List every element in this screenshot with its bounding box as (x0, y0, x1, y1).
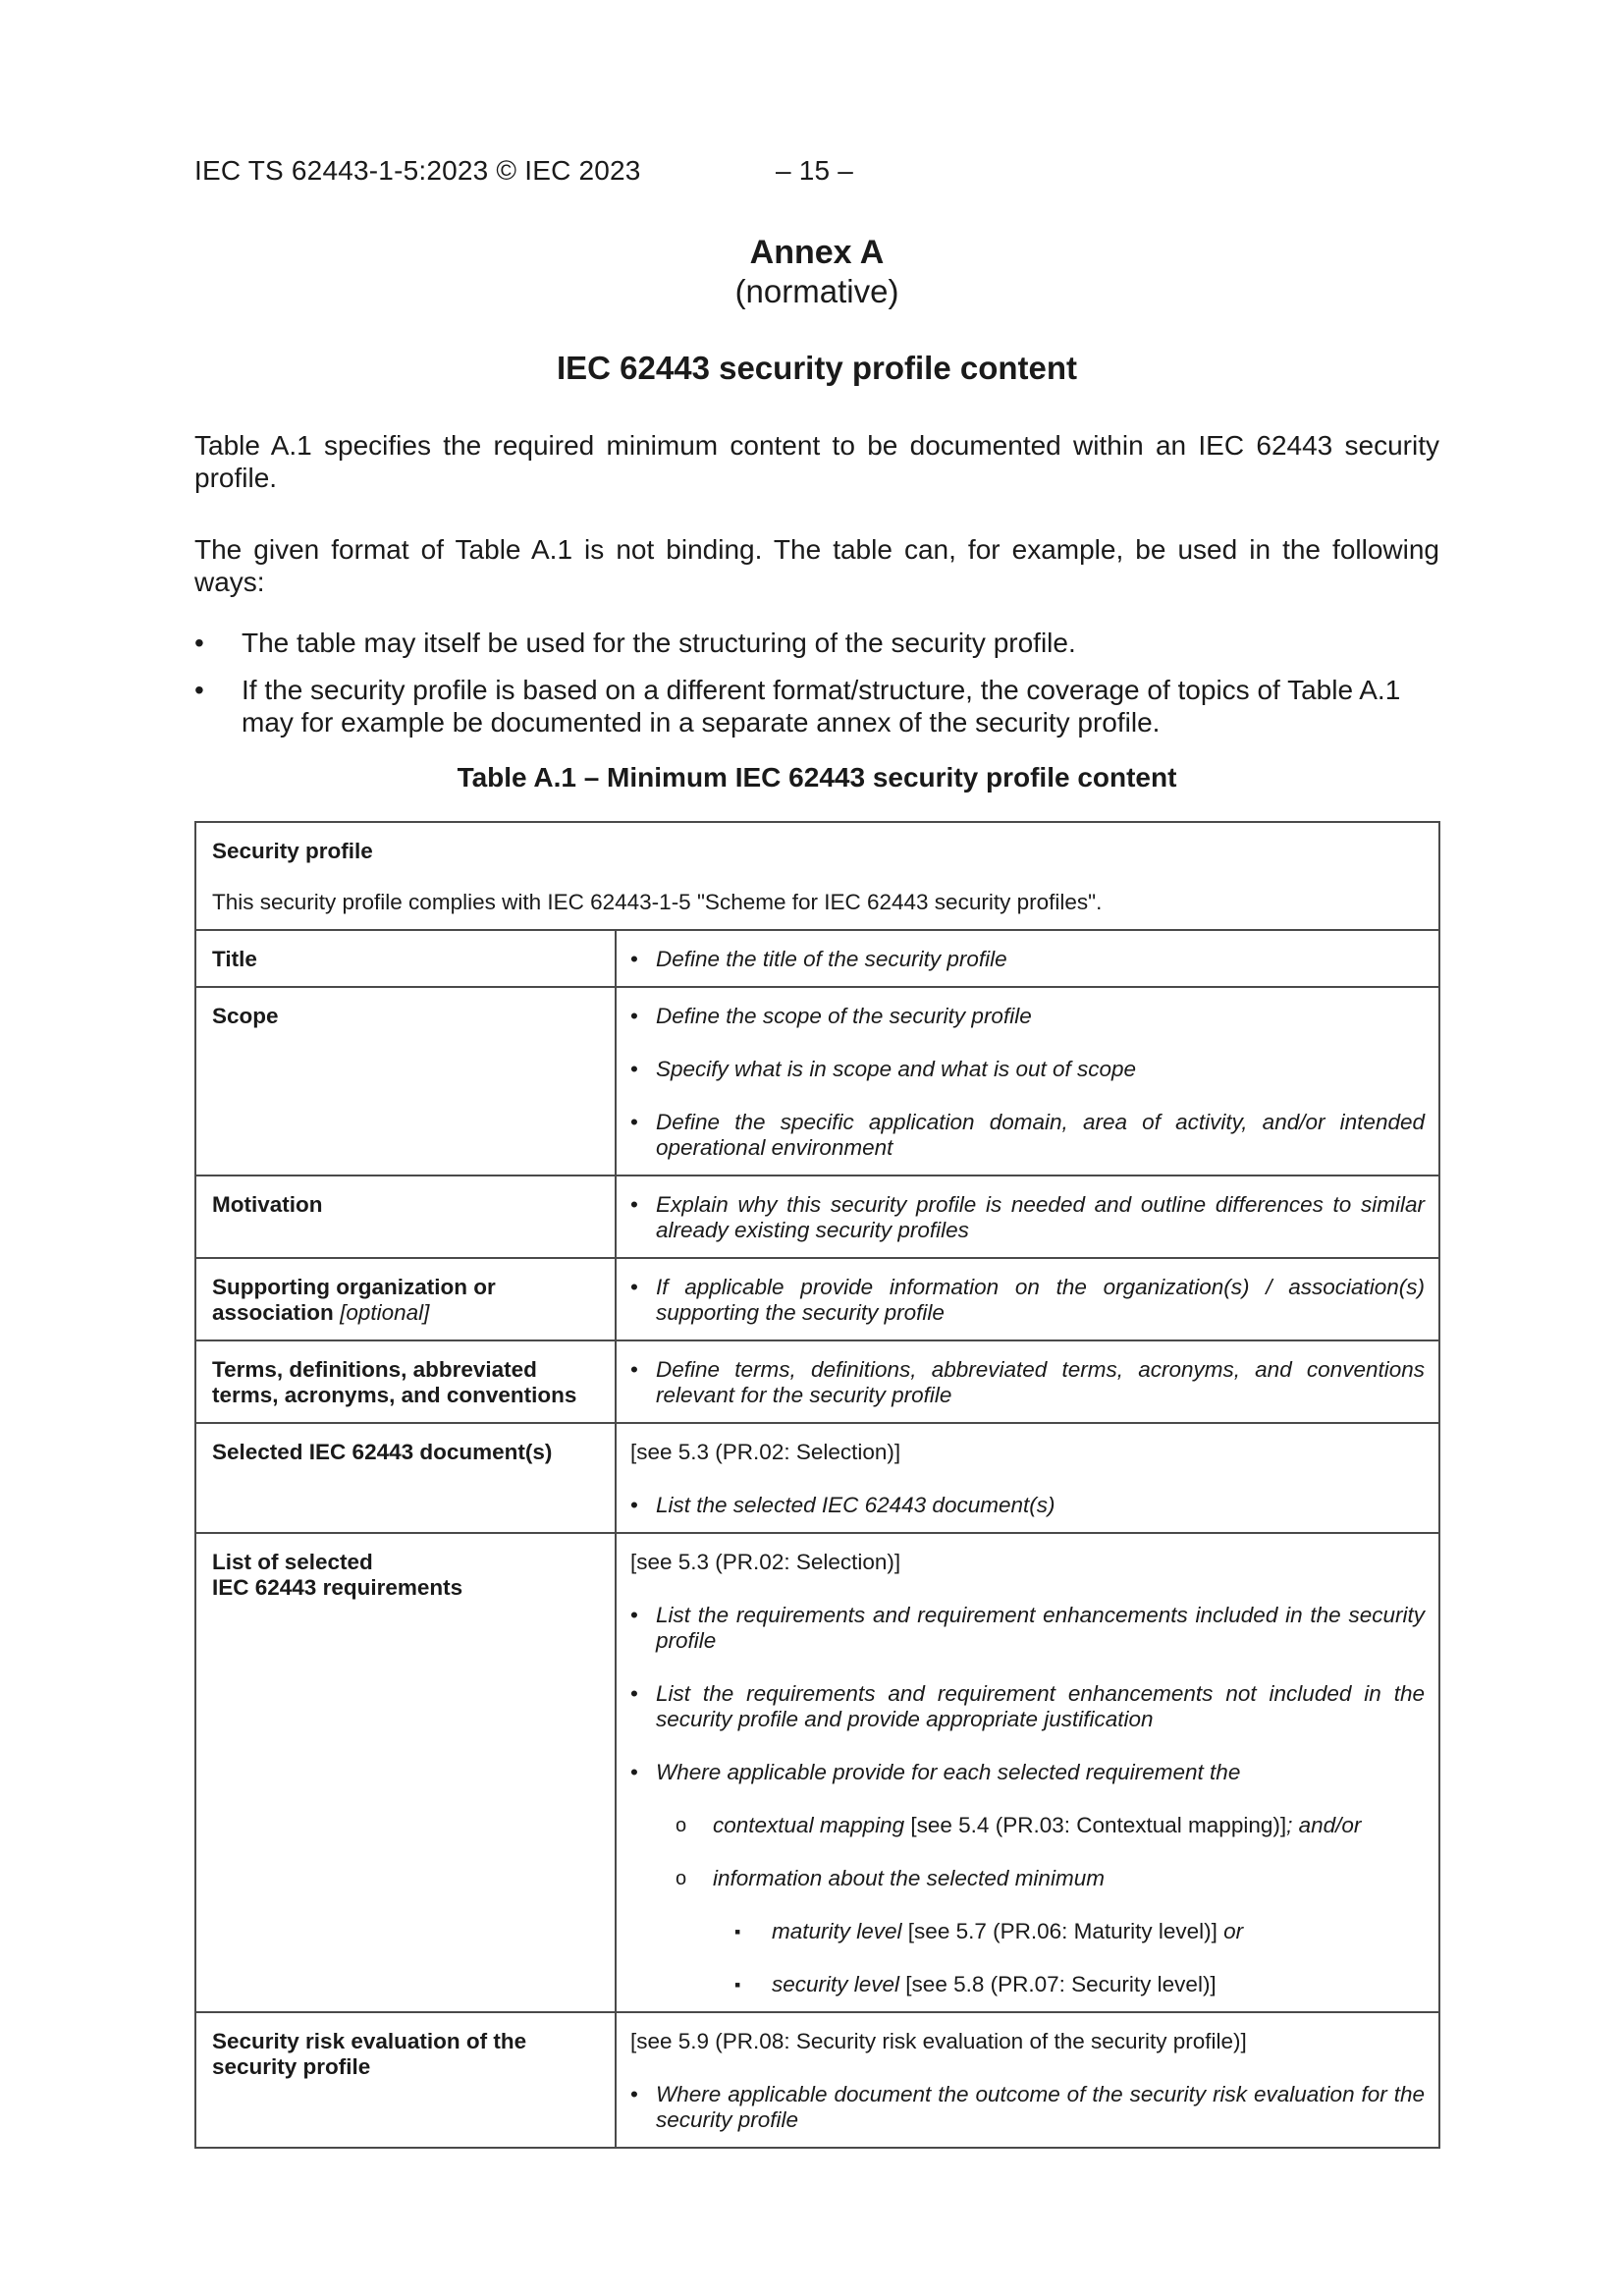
square-bullet-icon: ▪ (734, 1922, 741, 1941)
bullet-icon: • (630, 1357, 638, 1382)
table-row-motivation (195, 1175, 1439, 1258)
row-content (616, 2012, 1439, 2148)
bullet-icon: • (630, 1192, 638, 1217)
optional-marker: [optional] (340, 1300, 430, 1325)
row-label: Security risk evaluation of the security profile (195, 2012, 616, 2148)
annex-subtitle: (normative) (734, 273, 899, 309)
security-profile-table (194, 821, 1440, 2149)
table-header-text: This security profile complies with IEC 62443-1-5 "Scheme for IEC 62443 security profiles". (212, 890, 1103, 914)
bullet-icon: • (630, 1681, 638, 1706)
intro-bullet-text: If the security profile is based on a different format/structure, the coverage of topics of Table A.1 may for example be documented in a separate annex of the security profile. (242, 675, 1401, 738)
section-reference: [see 5.3 (PR.02: Selection)] (630, 1440, 901, 1464)
row-label: Motivation (195, 1175, 616, 1258)
row-content (616, 1175, 1439, 1258)
bullet-icon: • (630, 1603, 638, 1627)
square-bullet-icon: ▪ (734, 1975, 741, 1995)
list-item: • Where applicable provide for each selected requirement the (630, 1760, 1241, 1784)
list-item: • List the requirements and requirement enhancements not included in the security profile and provide appropriate justification (630, 1681, 1425, 1731)
bullet-icon: • (194, 628, 204, 658)
row-label: Scope (195, 987, 616, 1175)
table-row-supporting-organization (195, 1258, 1439, 1340)
list-item: • Where applicable document the outcome of the security risk evaluation for the security profile (630, 2082, 1425, 2132)
row-content (616, 1533, 1439, 2012)
table-header-label: Security profile (212, 839, 373, 863)
bullet-icon: • (630, 1110, 638, 1134)
list-item: • Define the title of the security profile (630, 947, 1007, 971)
table-header-cell (195, 822, 1439, 930)
circle-bullet-icon: o (676, 1868, 687, 1889)
list-item: • List the selected IEC 62443 document(s) (630, 1493, 1055, 1517)
row-content (616, 1340, 1439, 1423)
header-page-number: – 15 – (776, 155, 854, 186)
row-label: Title (195, 930, 616, 987)
section-reference: [see 5.9 (PR.08: Security risk evaluation of the security profile)] (630, 2029, 1247, 2053)
bullet-icon: • (194, 675, 204, 705)
table-caption: Table A.1 – Minimum IEC 62443 security profile content (457, 762, 1177, 793)
header-doc-id: IEC TS 62443-1-5:2023 © IEC 2023 (194, 155, 641, 186)
table-row-selected-documents (195, 1423, 1439, 1533)
list-item: • Define the specific application domain, area of activity, and/or intended operational environment (630, 1110, 1425, 1160)
list-item: • Define terms, definitions, abbreviated terms, acronyms, and conventions relevant for the security profile (630, 1357, 1425, 1407)
table-row-risk-evaluation (195, 2012, 1439, 2148)
section-reference: [see 5.3 (PR.02: Selection)] (630, 1550, 901, 1574)
sub-sub-list-item: ▪ maturity level [see 5.7 (PR.06: Maturity level)] or (734, 1919, 1244, 1943)
list-item: • Define the scope of the security profile (630, 1004, 1032, 1028)
list-item: • If applicable provide information on the organization(s) / association(s) supporting the security profile (630, 1275, 1425, 1325)
row-content (616, 1423, 1439, 1533)
table-header-row (195, 822, 1439, 930)
list-item: • List the requirements and requirement enhancements included in the security profile (630, 1603, 1425, 1653)
table-row-terms (195, 1340, 1439, 1423)
table-row-scope (195, 987, 1439, 1175)
row-content (616, 987, 1439, 1175)
sub-list-item: o information about the selected minimum (676, 1866, 1105, 1890)
intro-bullet-text: The table may itself be used for the structuring of the security profile. (242, 628, 1076, 658)
row-content (616, 1258, 1439, 1340)
row-content (616, 930, 1439, 987)
section-title: IEC 62443 security profile content (556, 350, 1077, 386)
list-item: • Explain why this security profile is needed and outline differences to similar already existing security profiles (630, 1192, 1425, 1242)
list-item: • Specify what is in scope and what is out of scope (630, 1057, 1137, 1081)
bullet-icon: • (630, 1057, 638, 1081)
bullet-icon: • (630, 2082, 638, 2106)
bullet-icon: • (630, 947, 638, 971)
circle-bullet-icon: o (676, 1815, 687, 1836)
sub-list-item: o contextual mapping [see 5.4 (PR.03: Contextual mapping)]; and/or (676, 1813, 1362, 1837)
row-label: Terms, definitions, abbreviated terms, acronyms, and conventions (195, 1340, 616, 1423)
intro-paragraph-1: Table A.1 specifies the required minimum content to be documented within an IEC 62443 security profile. (194, 430, 1439, 493)
table-row-title (195, 930, 1439, 987)
row-label: Supporting organization or association [optional] (195, 1258, 616, 1340)
bullet-icon: • (630, 1493, 638, 1517)
row-label: List of selected IEC 62443 requirements (195, 1533, 616, 2012)
table-row-selected-requirements (195, 1533, 1439, 2012)
row-label: Selected IEC 62443 document(s) (195, 1423, 616, 1533)
sub-sub-list-item: ▪ security level [see 5.8 (PR.07: Security level)] (734, 1972, 1217, 1996)
bullet-icon: • (630, 1760, 638, 1784)
bullet-icon: • (630, 1004, 638, 1028)
bullet-icon: • (630, 1275, 638, 1299)
intro-paragraph-2: The given format of Table A.1 is not binding. The table can, for example, be used in the following ways: (194, 534, 1439, 597)
annex-title: Annex A (749, 234, 885, 271)
